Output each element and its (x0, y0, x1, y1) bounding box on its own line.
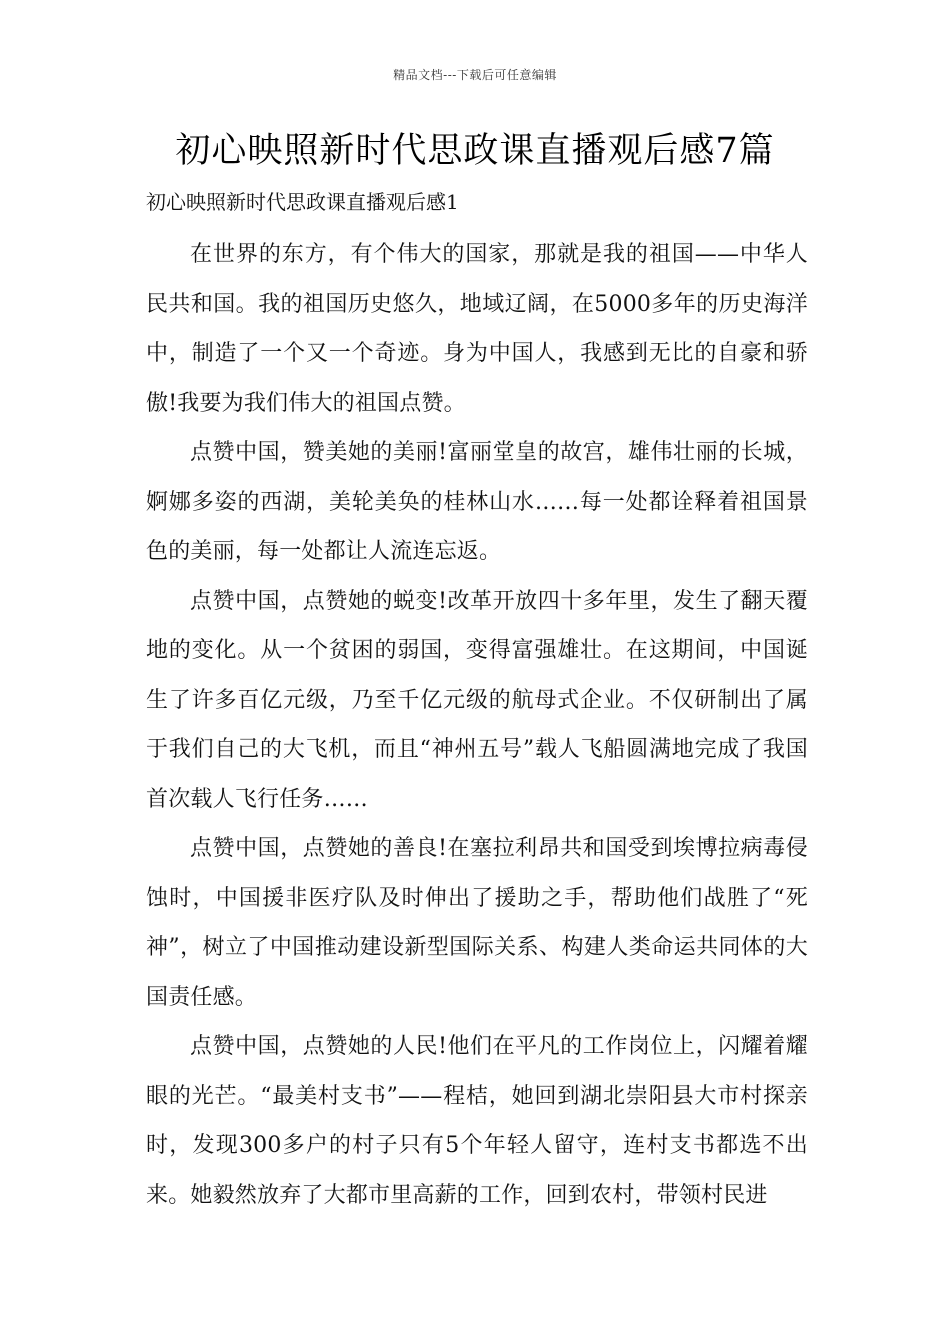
document-title: 初心映照新时代思政课直播观后感7篇 (175, 131, 775, 171)
paragraph: 在世界的东方，有个伟大的国家，那就是我的祖国——中华人民共和国。我的祖国历史悠久，地域辽阔，在5000多年的历史海洋中，制造了一个又一个奇迹。身为中国人，我感到无比的自豪和骄傲!我要为我们伟大的祖国点赞。 (146, 242, 808, 416)
paragraph: 点赞中国，点赞她的人民!他们在平凡的工作岗位上，闪耀着耀眼的光芒。“最美村支书”——程桔，她回到湖北崇阳县大市村探亲时，发现300多户的村子只有5个年轻人留守，连村支书都选不出来。她毅然放弃了大都市里高薪的工作，回到农村，带领村民进 (146, 1034, 808, 1208)
header-note: 精品文档---下载后可任意编辑 (393, 68, 557, 82)
paragraph: 点赞中国，点赞她的蜕变!改革开放四十多年里，发生了翻天覆地的变化。从一个贫困的弱国，变得富强雄壮。在这期间，中国诞生了许多百亿元级，乃至千亿元级的航母式企业。不仅研制出了属于我们自己的大飞机，而且“神州五号”载人飞船圆满地完成了我国首次载人飞行任务…… (146, 588, 808, 812)
section-subtitle: 初心映照新时代思政课直播观后感1 (146, 190, 459, 214)
paragraph: 点赞中国，点赞她的善良!在塞拉利昂共和国受到埃博拉病毒侵蚀时，中国援非医疗队及时伸出了援助之手，帮助他们战胜了“死神”，树立了中国推动建设新型国际关系、构建人类命运共同体的大国责任感。 (146, 836, 808, 1010)
body-text (146, 230, 808, 1220)
paragraph: 点赞中国，赞美她的美丽!富丽堂皇的故宫，雄伟壮丽的长城，婀娜多姿的西湖，美轮美奂的桂林山水……每一处都诠释着祖国景色的美丽，每一处都让人流连忘返。 (146, 440, 808, 564)
